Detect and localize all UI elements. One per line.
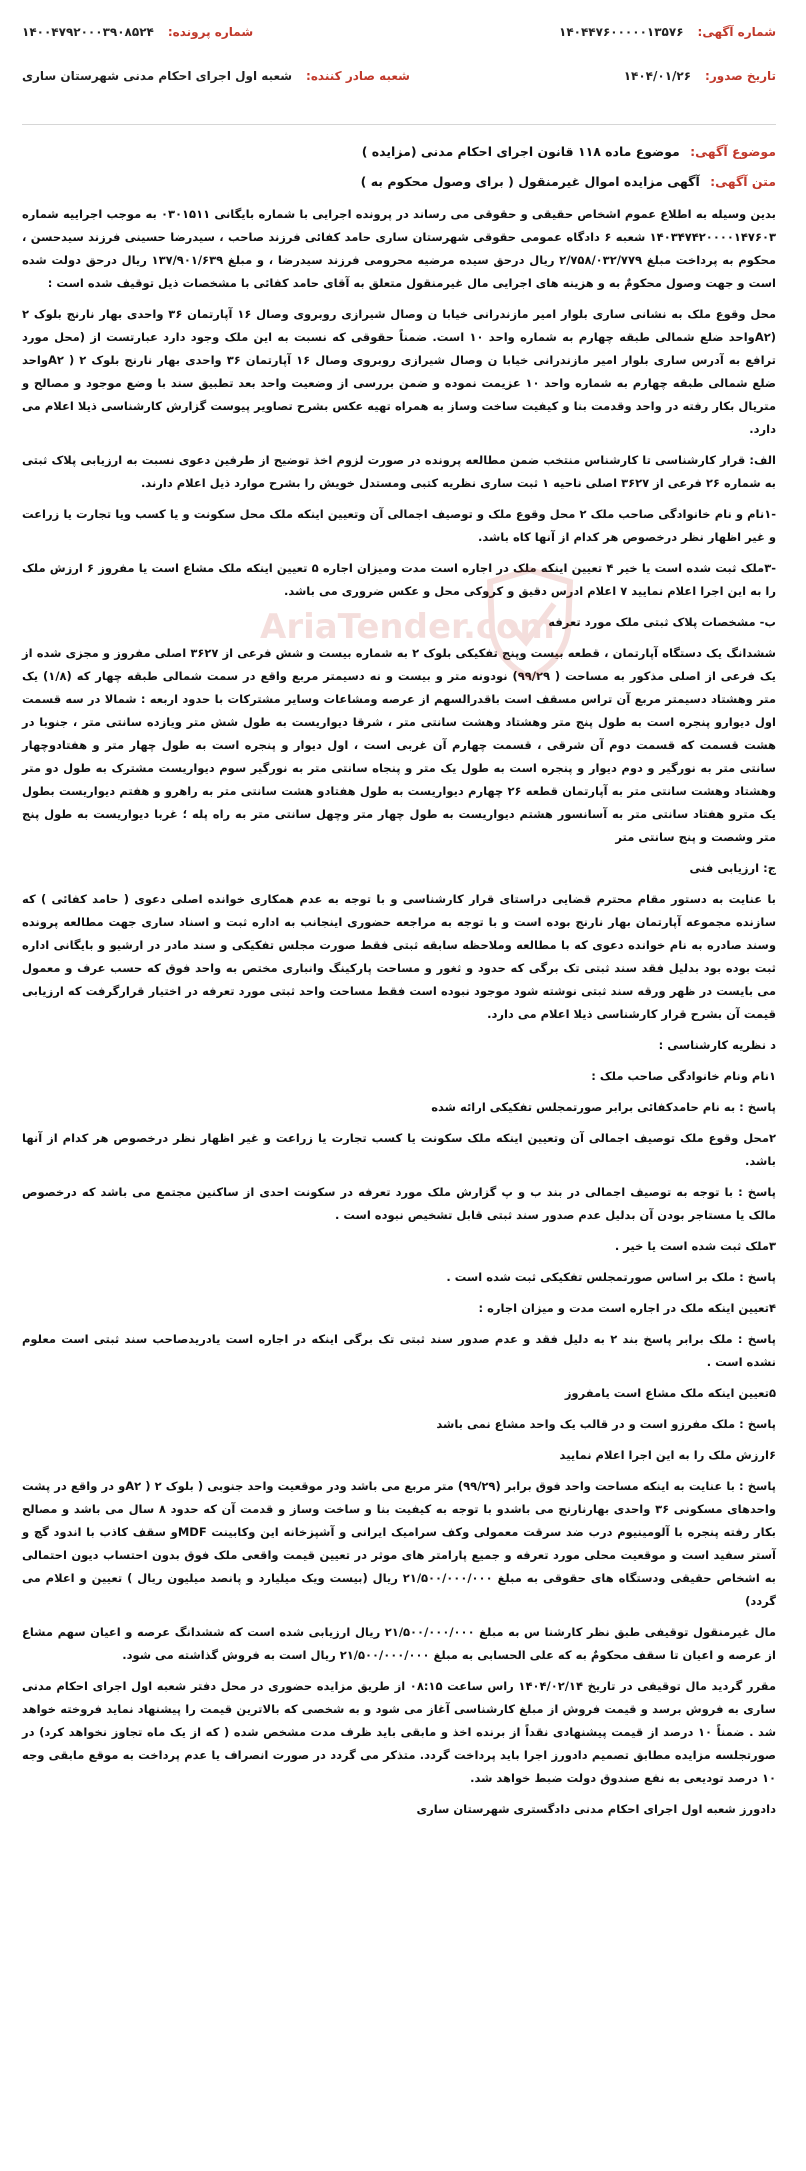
body-technical-assessment: با عنایت به دستور مقام محترم قضایی دراستای قرار کارشناسی و با توجه به عدم همکاری خوانده اصلی دعوی ( حامد کفائی ) که سازنده مجموعه آپارتمان بهار نارنج بوده است و با توجه به مراجعه حضوری اینجانب به اداره ثبت و اسناد ساری جهت مطالعه پرونده وسند صادره به نام خوانده دعوی که با مطالعه وملاحظه سابقه ثبتی فقط صورت مجلس تفکیکی و سند مادر در ارشیو و بایگانی اداره ثبت بوده بود بدلیل فقد سند ثبتی تک برگی که حدود و ثغور و مساحت پارکینگ وانباری مختص به واحد فوق که حسب عرف و معمول می بایست در ظهر ورقه سند ثبتی نوشته شود موجود نبوده است فقط مساحت واحد ثبتی مورد تعرفه در اختیار قرارگرفت که ارزیابی قیمت آن بشرح قرار کارشناسی ذیلا اعلام می دارد. (22, 892, 776, 1021)
issue-date-field (624, 60, 776, 92)
question-2: ۲محل وقوع ملک توصیف اجمالی آن وتعیین اینکه ملک سکونت یا کسب تجارت یا زراعت و غیر اظهار نظر درخصوص هر کدام از آنها باشد. (22, 1131, 776, 1168)
question-3: ۳ملک ثبت شده است یا خیر . (614, 1239, 776, 1253)
section-c-heading: ج: ارزیابی فنی (689, 861, 776, 875)
issuer-field (22, 60, 410, 92)
ad-number-label: شماره آگهی: (697, 25, 776, 39)
header (22, 16, 776, 124)
header-row-2 (22, 60, 776, 92)
answer-3: پاسخ : ملک بر اساس صورتمجلس تفکیکی ثبت شده است . (446, 1270, 776, 1284)
text-title: آگهی مزایده اموال غیرمنقول ( برای وصول محکوم به ) (360, 174, 700, 189)
question-5: ۵تعیین اینکه ملک مشاع است یامفروز (564, 1386, 776, 1400)
body-intro: بدین وسیله به اطلاع عموم اشخاص حقیقی و حقوقی می رساند در پرونده اجرایی با شماره بایگانی ۰۳۰۱۵۱۱ به موجب اجراییه شماره ۱۴۰۳۴۷۴۲۰۰۰۰۱۴۷۶۰۳ شعبه ۶ دادگاه عمومی حقوقی شهرستان ساری حامد کفائی فرزند صاحب ، سیدرضا حسینی فرزند سیدحسن ، محکوم به پرداخت مبلغ ۲/۷۵۸/۰۳۲/۷۷۹ ریال درحق سیده مرضیه محرومی فرزند سیدرضا ، و مبلغ ۱۳۷/۹۰۱/۶۳۹ ریال درحق دولت شده است و جهت وصول محکومٌ به و هزینه های اجرایی مال غیرمنقول متعلق به آقای حامد کفائی با مشخصات ذیل توقیف شده است : (22, 207, 777, 290)
answer-6: پاسخ : با عنایت به اینکه مساحت واحد فوق برابر (۹۹/۲۹) متر مربع می باشد ودر موقعیت واحد جنوبی ( بلوک ۲ ( A۲و در واقع در پشت واحدهای مسکونی ۳۶ واحدی بهارنارنج می باشدو با توجه به کیفیت بنا و ساخت وساز و قدمت آن که حدود ۸ سال می باشد و مصالح بکار رفته پنجره با آلومینیوم درب ضد سرقت معمولی وکف سرامیک ایرانی و آشپزخانه این وکابینت MDFو سقف کاذب با اندود گچ و آستر سفید است و موقعیت محلی مورد تعرفه و جمیع پارامتر های موثر در تعیین قیمت واقعی ملک فوق بدون احتساب دیون احتمالی به اشخاص حقیقی ودستگاه های حقوقی به مبلغ ۲۱/۵۰۰/۰۰۰/۰۰۰ ریال (بیست ویک میلیارد و پانصد میلیون ریال ) تعیین و اعلام می گردد) (22, 1479, 776, 1608)
question-4: ۴تعیین اینکه ملک در اجاره است مدت و میزان اجاره : (478, 1301, 776, 1315)
section-b-heading: ب- مشخصات پلاک ثبتی ملک مورد تعرفه (548, 615, 776, 629)
subject-label: موضوع آگهی: (690, 144, 776, 159)
case-number-value: ۱۴۰۰۴۷۹۲۰۰۰۳۹۰۸۵۲۴ (22, 25, 154, 39)
body-valuation-summary: مال غیرمنقول توقیفی طبق نظر کارشنا س به مبلغ ۲۱/۵۰۰/۰۰۰/۰۰۰ ریال ارزیابی شده است که ششدانگ عرصه و اعیان سهم مشاع از عرصه و اعیان تا سقف محکومٌ به که علی الحسابی به مبلغ ۲۱/۵۰۰/۰۰۰/۰۰۰ ریال است به فروش گذاشته می شود. (22, 1625, 776, 1662)
signature-line: دادورز شعبه اول اجرای احکام مدنی دادگستری شهرستان ساری (416, 1802, 776, 1816)
issue-date-label: تاریخ صدور: (705, 69, 776, 83)
body-questions-1-2: -۱نام و نام خانوادگی صاحب ملک ۲ محل وقوع ملک و توصیف اجمالی آن وتعیین اینکه ملک محل سکونت و یا کسب ویا تجارت یا زراعت و غیر اظهار نظر درخصوص هر کدام از آنها کاه باشد. (22, 507, 776, 544)
answer-4: پاسخ : ملک برابر پاسخ بند ۲ به دلیل فقد و عدم صدور سند ثبتی تک برگی اینکه در اجاره است یادریدصاحب سند ثبتی است معلوم نشده است . (22, 1332, 777, 1369)
answer-5: پاسخ : ملک مفرزو است و در قالب یک واحد مشاع نمی باشد (436, 1417, 776, 1431)
issuer-value: شعبه اول اجرای احکام مدنی شهرستان ساری (22, 69, 293, 83)
subject-line (22, 137, 776, 167)
header-row-1 (22, 16, 776, 48)
answer-1: پاسخ : به نام حامدکفائی برابر صورتمجلس تفکیکی ارائه شده (431, 1100, 776, 1114)
case-number-label: شماره پرونده: (167, 25, 254, 39)
ad-number-field (559, 16, 776, 48)
subject-value: موضوع ماده ۱۱۸ قانون اجرای احکام مدنی (مزایده ) (361, 144, 680, 159)
case-number-field (22, 16, 253, 48)
body-location: محل وقوع ملک به نشانی ساری بلوار امیر مازندرانی خیابا ن وصال شیرازی روبروی وصال ۱۶ آپارتمان ۳۶ واحدی بهار نارنج بلوک ۲ (A۲واحد ضلع شمالی طبقه چهارم به شماره واحد ۱۰ است. ضمناً حقوقی که نسبت به این ملک وجود دارد عبارتست از (محل مورد ترافع به آدرس ساری بلوار امیر مازندرانی خیابا ن وصال شیرازی روبروی وصال ۱۶ آپارتمان ۳۶ واحدی بهار نارنج بلوک ۲ ( A۲واحد ضلع شمالی طبقه چهارم به شماره واحد ۱۰ عزیمت نموده و ضمن بررسی از وضعیت واحد بعد تطبیق سند با وضع موجود و مصالح و متریال بکار رفته در واحد وقدمت بنا و کیفیت ساخت وساز به همراه تهیه عکس بشرح تصاویر پیوست گزارش کارشناسی ذیلا اعلام می دارد. (22, 307, 777, 436)
question-1: ۱نام ونام خانوادگی صاحب ملک : (591, 1069, 776, 1083)
body-order-a: الف: قرار کارشناسی تا کارشناس منتخب ضمن مطالعه پرونده در صورت لزوم اخذ توضیح از طرفین دعوی نسبت به ارزیابی پلاک ثبتی به شماره ۲۶ فرعی از ۳۶۲۷ اصلی ناحیه ۱ ثبت ساری نظریه کتبی ومستدل خویش را بشرح موارد ذیل اعلام دارند. (22, 453, 776, 490)
body-auction-terms: مقرر گردید مال توقیفی در تاریخ ۱۴۰۴/۰۲/۱۴ راس ساعت ۰۸:۱۵ از طریق مزایده حضوری در محل دفتر شعبه اول اجرای احکام مدنی ساری به فروش برسد و قیمت فروش از مبلغ کارشناسی آغاز می شود و به شخصی که بالاترین قیمت را پیشنهاد نماید فروخته خواهد شد . ضمناً ۱۰ درصد از قیمت پیشنهادی نقداً از برنده اخذ و مابقی باید ظرف مدت مشخص شده ( که از یک ماه تجاوز نخواهد کرد) در صورتجلسه مزایده مطابق تصمیم دادورز اجرا باید پرداخت گردد. متذکر می گردد در صورت انصراف یا عدم پرداخت به موقع مابقی وجه ۱۰ درصد تودیعی به نفع صندوق دولت ضبط خواهد شد. (22, 1679, 777, 1785)
watermark-text: AriaTender.com (260, 607, 555, 647)
question-6: ۶ارزش ملک را به این اجرا اعلام نمایید (559, 1448, 776, 1462)
ad-body (22, 203, 776, 1821)
ad-meta (22, 125, 776, 197)
section-d-heading: د نظریه کارشناسی : (658, 1038, 776, 1052)
ad-number-value: ۱۴۰۴۴۷۶۰۰۰۰۰۱۳۵۷۶ (559, 25, 684, 39)
text-label: متن آگهی: (710, 174, 776, 189)
body-questions-3-7: -۳ملک ثبت شده است یا خیر ۴ تعیین اینکه ملک در اجاره است مدت ومیزان اجاره ۵ تعیین اینکه ملک مشاع است یا مفروز ۶ ارزش ملک را به این اجرا اعلام نمایید ۷ اعلام ادرس دقیق و کروکی محل و عکس ضروری می باشد. (22, 561, 776, 598)
issuer-label: شعبه صادر کننده: (306, 69, 410, 83)
body-plate-description: ششدانگ یک دستگاه آپارتمان ، قطعه بیست وپنج تفکیکی بلوک ۲ به شماره بیست و شش فرعی از ۳۶۲۷ اصلی مفروز و مجزی شده از یک فرعی از اصلی مذکور به مساحت ( ۹۹/۲۹) نودونه متر و بیست و نه دسیمتر مربع واقع در سمت شمالی طبقه چهار که (۱/۸) یک متر وهشتاد دسیمتر مربع آن تراس مسقف است باقدرالسهم از عرصه ومشاعات وسایر مشترکات با حدود اربعه : شمالا در سه قسمت اول دیوارو پنجره است به طول پنج متر وهشتاد وهشت سانتی متر ، شرقا دیواریست به طول شش متر ویازده سانتی متر ، جنوبا در هشت قسمت که قسمت دوم آن شرقی ، قسمت چهارم آن غربی است ، اول دیوار و پنجره است به طول چهار متر و هفتادوچهار سانتی متر به نورگیر و دوم دیوار و پنجره است به طول یک متر و پنجاه سانتی متر به نورگیر سوم دیواریست مشترک به طول دو متر وهشتاد وهشت سانتی متر به آپارتمان قطعه ۲۶ چهارم دیواریست به طول هفتادو هشت سانتی متر به راهرو و هفتم دیواریست بطول یک مترو هفتاد سانتی متر به آسانسور هشتم دیواریست به طول چهار متر وچهل سانتی متر به راه پله ؛ غربا دیواریست به طول پنج متر وشصت و پنج سانتی متر (22, 646, 776, 844)
issue-date-value: ۱۴۰۴/۰۱/۲۶ (623, 69, 692, 83)
answer-2: پاسخ : با توجه به توصیف اجمالی در بند ب و پ گزارش ملک مورد تعرفه در سکونت احدی از ساکنین مجتمع می باشد که درخصوص مالک یا مستاجر بودن آن بدلیل عدم صدور سند ثبتی قابل تشخیص نبوده است . (22, 1185, 776, 1222)
text-title-line (22, 167, 776, 197)
